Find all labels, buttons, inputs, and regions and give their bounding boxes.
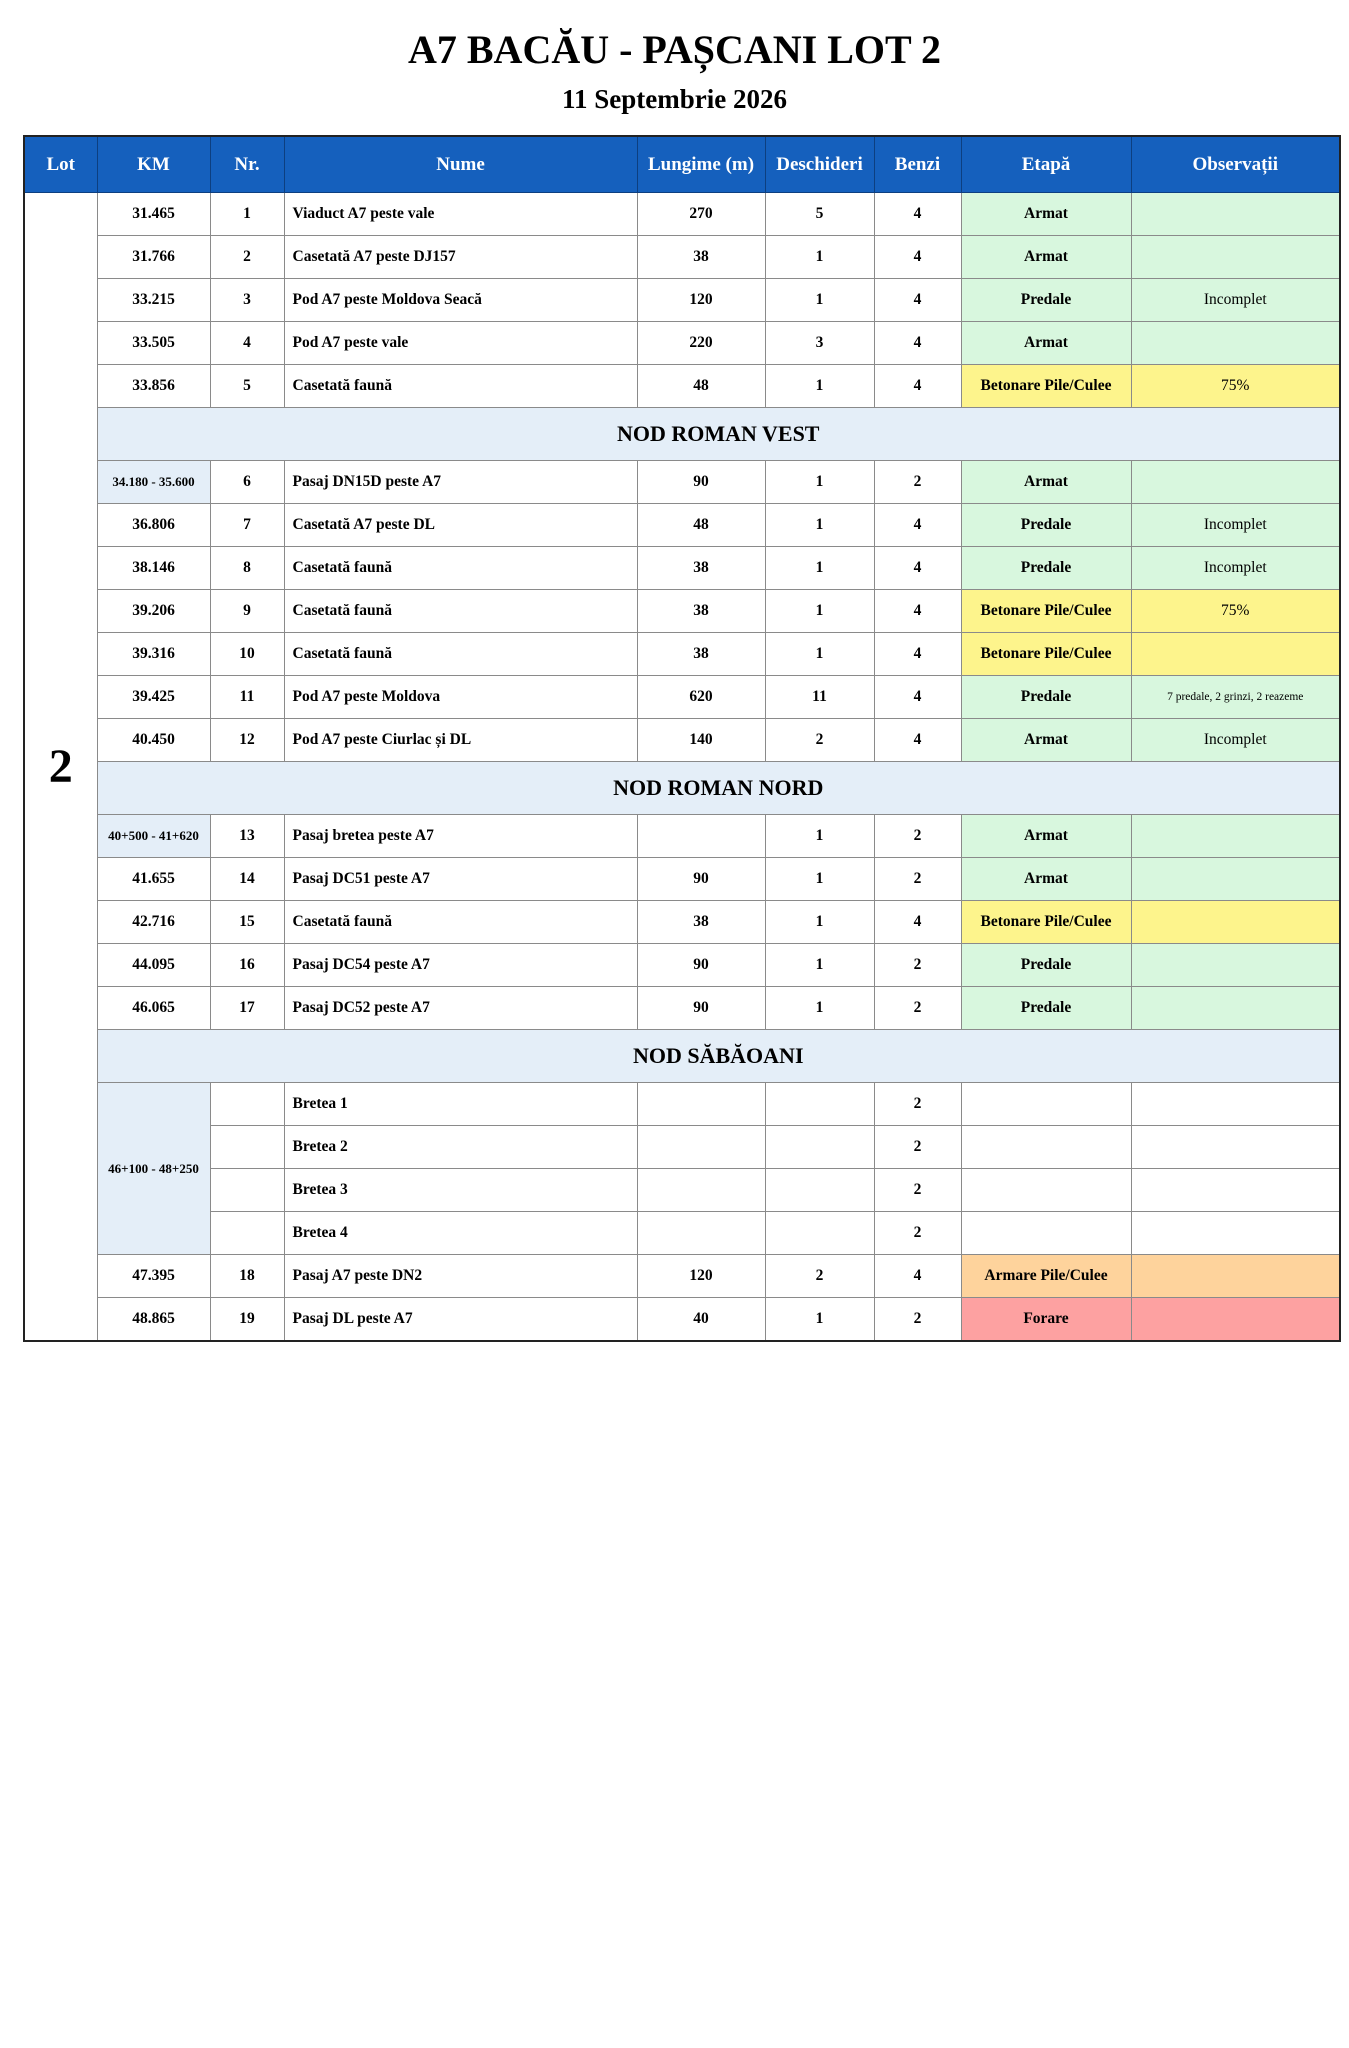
table-row <box>24 901 1340 944</box>
table-row <box>24 461 1340 504</box>
km-cell: 33.505 <box>97 322 210 365</box>
table-row <box>24 815 1340 858</box>
length-cell: 220 <box>637 322 765 365</box>
lanes-cell: 4 <box>874 504 961 547</box>
stage-cell: Armat <box>961 815 1131 858</box>
name-cell: Bretea 4 <box>284 1212 637 1255</box>
spans-cell: 1 <box>765 461 874 504</box>
name-cell: Bretea 3 <box>284 1169 637 1212</box>
spans-cell: 2 <box>765 719 874 762</box>
length-cell: 120 <box>637 1255 765 1298</box>
notes-cell <box>1131 858 1340 901</box>
stage-cell: Armat <box>961 322 1131 365</box>
name-cell: Bretea 2 <box>284 1126 637 1169</box>
length-cell <box>637 1083 765 1126</box>
table-row <box>24 236 1340 279</box>
lanes-cell: 4 <box>874 322 961 365</box>
nr-cell: 16 <box>210 944 284 987</box>
nr-cell: 10 <box>210 633 284 676</box>
notes-cell <box>1131 322 1340 365</box>
stage-cell: Predale <box>961 987 1131 1030</box>
lanes-cell: 2 <box>874 1298 961 1342</box>
nr-cell: 15 <box>210 901 284 944</box>
spans-cell: 3 <box>765 322 874 365</box>
length-cell: 38 <box>637 590 765 633</box>
nr-cell <box>210 1212 284 1255</box>
table-row <box>24 504 1340 547</box>
table-row <box>24 279 1340 322</box>
section-row <box>24 762 1340 815</box>
stage-cell: Betonare Pile/Culee <box>961 365 1131 408</box>
notes-cell <box>1131 1255 1340 1298</box>
spans-cell: 1 <box>765 504 874 547</box>
name-cell: Pasaj DC51 peste A7 <box>284 858 637 901</box>
header-nr: Nr. <box>210 136 284 193</box>
table-row <box>24 1083 1340 1126</box>
length-cell: 270 <box>637 193 765 236</box>
length-cell: 620 <box>637 676 765 719</box>
lanes-cell: 4 <box>874 236 961 279</box>
table-row <box>24 365 1340 408</box>
lanes-cell: 2 <box>874 1126 961 1169</box>
lanes-cell: 4 <box>874 547 961 590</box>
spans-cell: 1 <box>765 633 874 676</box>
nr-cell: 5 <box>210 365 284 408</box>
km-cell: 46+100 - 48+250 <box>97 1083 210 1255</box>
header-deschideri: Deschideri <box>765 136 874 193</box>
table-row <box>24 1212 1340 1255</box>
nr-cell: 4 <box>210 322 284 365</box>
nr-cell: 6 <box>210 461 284 504</box>
name-cell: Pasaj DC54 peste A7 <box>284 944 637 987</box>
spans-cell: 1 <box>765 547 874 590</box>
km-cell: 33.215 <box>97 279 210 322</box>
page-title: A7 BACĂU - PAȘCANI LOT 2 <box>407 27 941 72</box>
lanes-cell: 2 <box>874 987 961 1030</box>
name-cell: Pasaj bretea peste A7 <box>284 815 637 858</box>
stage-cell <box>961 1126 1131 1169</box>
notes-cell <box>1131 901 1340 944</box>
notes-cell <box>1131 236 1340 279</box>
structures-table <box>23 135 1341 1342</box>
lot-number: 2 <box>24 193 97 1342</box>
stage-cell: Predale <box>961 676 1131 719</box>
table-row <box>24 590 1340 633</box>
notes-cell: Incomplet <box>1131 279 1340 322</box>
lanes-cell: 4 <box>874 676 961 719</box>
header-observatii: Observații <box>1131 136 1340 193</box>
table-row <box>24 1255 1340 1298</box>
stage-cell: Predale <box>961 944 1131 987</box>
nr-cell: 11 <box>210 676 284 719</box>
lanes-cell: 2 <box>874 1083 961 1126</box>
length-cell <box>637 1212 765 1255</box>
lanes-cell: 4 <box>874 633 961 676</box>
notes-cell <box>1131 461 1340 504</box>
notes-cell: 7 predale, 2 grinzi, 2 reazeme <box>1131 676 1340 719</box>
length-cell: 90 <box>637 987 765 1030</box>
name-cell: Casetată faună <box>284 590 637 633</box>
nr-cell: 2 <box>210 236 284 279</box>
name-cell: Viaduct A7 peste vale <box>284 193 637 236</box>
km-cell: 36.806 <box>97 504 210 547</box>
length-cell: 90 <box>637 944 765 987</box>
km-cell: 44.095 <box>97 944 210 987</box>
km-cell: 31.766 <box>97 236 210 279</box>
stage-cell: Betonare Pile/Culee <box>961 590 1131 633</box>
notes-cell <box>1131 1126 1340 1169</box>
table-row <box>24 1126 1340 1169</box>
spans-cell <box>765 1169 874 1212</box>
lanes-cell: 4 <box>874 901 961 944</box>
name-cell: Pod A7 peste Ciurlac și DL <box>284 719 637 762</box>
km-cell: 38.146 <box>97 547 210 590</box>
lanes-cell: 4 <box>874 590 961 633</box>
name-cell: Casetată A7 peste DJ157 <box>284 236 637 279</box>
km-cell: 34.180 - 35.600 <box>97 461 210 504</box>
table-row <box>24 944 1340 987</box>
stage-cell: Betonare Pile/Culee <box>961 633 1131 676</box>
stage-cell: Predale <box>961 547 1131 590</box>
header-etapa: Etapă <box>961 136 1131 193</box>
length-cell: 38 <box>637 236 765 279</box>
stage-cell: Predale <box>961 504 1131 547</box>
nr-cell: 9 <box>210 590 284 633</box>
nr-cell: 1 <box>210 193 284 236</box>
stage-cell: Armat <box>961 193 1131 236</box>
spans-cell: 1 <box>765 1298 874 1342</box>
section-title-nod-sabaoani: NOD SĂBĂOANI <box>97 1030 1340 1083</box>
notes-cell: 75% <box>1131 590 1340 633</box>
table-row <box>24 1298 1340 1342</box>
notes-cell: Incomplet <box>1131 547 1340 590</box>
section-title-nod-roman-vest: NOD ROMAN VEST <box>97 408 1340 461</box>
table-row <box>24 858 1340 901</box>
length-cell: 48 <box>637 365 765 408</box>
notes-cell <box>1131 944 1340 987</box>
name-cell: Pasaj DN15D peste A7 <box>284 461 637 504</box>
name-cell: Pasaj DC52 peste A7 <box>284 987 637 1030</box>
nr-cell: 7 <box>210 504 284 547</box>
nr-cell: 12 <box>210 719 284 762</box>
name-cell: Casetată faună <box>284 547 637 590</box>
nr-cell: 19 <box>210 1298 284 1342</box>
length-cell <box>637 1169 765 1212</box>
notes-cell <box>1131 193 1340 236</box>
lanes-cell: 4 <box>874 279 961 322</box>
spans-cell: 1 <box>765 236 874 279</box>
notes-cell <box>1131 1298 1340 1342</box>
stage-cell: Predale <box>961 279 1131 322</box>
header-km: KM <box>97 136 210 193</box>
km-cell: 39.316 <box>97 633 210 676</box>
notes-cell: 75% <box>1131 365 1340 408</box>
lanes-cell: 2 <box>874 858 961 901</box>
lanes-cell: 2 <box>874 1212 961 1255</box>
spans-cell <box>765 1212 874 1255</box>
km-cell: 39.206 <box>97 590 210 633</box>
name-cell: Pasaj A7 peste DN2 <box>284 1255 637 1298</box>
nr-cell <box>210 1169 284 1212</box>
name-cell: Pod A7 peste Moldova <box>284 676 637 719</box>
km-cell: 40.450 <box>97 719 210 762</box>
spans-cell <box>765 1126 874 1169</box>
header-nume: Nume <box>284 136 637 193</box>
length-cell: 38 <box>637 547 765 590</box>
section-row <box>24 408 1340 461</box>
notes-cell: Incomplet <box>1131 504 1340 547</box>
km-cell: 42.716 <box>97 901 210 944</box>
spans-cell: 1 <box>765 858 874 901</box>
name-cell: Casetată faună <box>284 633 637 676</box>
notes-cell <box>1131 815 1340 858</box>
length-cell: 40 <box>637 1298 765 1342</box>
section-title-nod-roman-nord: NOD ROMAN NORD <box>97 762 1340 815</box>
notes-cell <box>1131 633 1340 676</box>
name-cell: Pod A7 peste Moldova Seacă <box>284 279 637 322</box>
name-cell: Pod A7 peste vale <box>284 322 637 365</box>
table-row <box>24 1169 1340 1212</box>
stage-cell <box>961 1083 1131 1126</box>
table-row <box>24 719 1340 762</box>
spans-cell: 1 <box>765 815 874 858</box>
lanes-cell: 2 <box>874 815 961 858</box>
length-cell <box>637 1126 765 1169</box>
table-row <box>24 676 1340 719</box>
stage-cell <box>961 1169 1131 1212</box>
stage-cell: Armare Pile/Culee <box>961 1255 1131 1298</box>
table-row <box>24 633 1340 676</box>
table-row <box>24 193 1340 236</box>
nr-cell: 17 <box>210 987 284 1030</box>
page-date: 11 Septembrie 2026 <box>562 84 787 114</box>
spans-cell: 1 <box>765 944 874 987</box>
length-cell: 90 <box>637 461 765 504</box>
nr-cell <box>210 1126 284 1169</box>
name-cell: Casetată faună <box>284 365 637 408</box>
name-cell: Bretea 1 <box>284 1083 637 1126</box>
nr-cell: 18 <box>210 1255 284 1298</box>
notes-cell <box>1131 1169 1340 1212</box>
lanes-cell: 4 <box>874 1255 961 1298</box>
notes-cell <box>1131 1083 1340 1126</box>
km-cell: 33.856 <box>97 365 210 408</box>
spans-cell: 5 <box>765 193 874 236</box>
lanes-cell: 2 <box>874 461 961 504</box>
length-cell <box>637 815 765 858</box>
table-row <box>24 322 1340 365</box>
stage-cell: Armat <box>961 236 1131 279</box>
section-row <box>24 1030 1340 1083</box>
length-cell: 38 <box>637 633 765 676</box>
length-cell: 120 <box>637 279 765 322</box>
stage-cell: Betonare Pile/Culee <box>961 901 1131 944</box>
name-cell: Casetată faună <box>284 901 637 944</box>
table-row <box>24 987 1340 1030</box>
spans-cell: 2 <box>765 1255 874 1298</box>
nr-cell <box>210 1083 284 1126</box>
km-cell: 39.425 <box>97 676 210 719</box>
stage-cell: Forare <box>961 1298 1131 1342</box>
table-header-row <box>24 136 1340 193</box>
header-lot: Lot <box>24 136 97 193</box>
km-cell: 46.065 <box>97 987 210 1030</box>
length-cell: 48 <box>637 504 765 547</box>
stage-cell: Armat <box>961 858 1131 901</box>
km-cell: 40+500 - 41+620 <box>97 815 210 858</box>
km-cell: 41.655 <box>97 858 210 901</box>
header-benzi: Benzi <box>874 136 961 193</box>
notes-cell <box>1131 987 1340 1030</box>
spans-cell: 1 <box>765 987 874 1030</box>
header-lungime: Lungime (m) <box>637 136 765 193</box>
spans-cell: 11 <box>765 676 874 719</box>
length-cell: 38 <box>637 901 765 944</box>
nr-cell: 8 <box>210 547 284 590</box>
km-cell: 48.865 <box>97 1298 210 1342</box>
length-cell: 140 <box>637 719 765 762</box>
stage-cell: Armat <box>961 719 1131 762</box>
spans-cell <box>765 1083 874 1126</box>
notes-cell <box>1131 1212 1340 1255</box>
lanes-cell: 4 <box>874 719 961 762</box>
stage-cell <box>961 1212 1131 1255</box>
spans-cell: 1 <box>765 590 874 633</box>
notes-cell: Incomplet <box>1131 719 1340 762</box>
table-row <box>24 547 1340 590</box>
nr-cell: 14 <box>210 858 284 901</box>
km-cell: 47.395 <box>97 1255 210 1298</box>
lanes-cell: 2 <box>874 1169 961 1212</box>
nr-cell: 3 <box>210 279 284 322</box>
lanes-cell: 4 <box>874 365 961 408</box>
spans-cell: 1 <box>765 365 874 408</box>
stage-cell: Armat <box>961 461 1131 504</box>
spans-cell: 1 <box>765 901 874 944</box>
nr-cell: 13 <box>210 815 284 858</box>
lanes-cell: 2 <box>874 944 961 987</box>
km-cell: 31.465 <box>97 193 210 236</box>
length-cell: 90 <box>637 858 765 901</box>
spans-cell: 1 <box>765 279 874 322</box>
lanes-cell: 4 <box>874 193 961 236</box>
name-cell: Pasaj DL peste A7 <box>284 1298 637 1342</box>
name-cell: Casetată A7 peste DL <box>284 504 637 547</box>
